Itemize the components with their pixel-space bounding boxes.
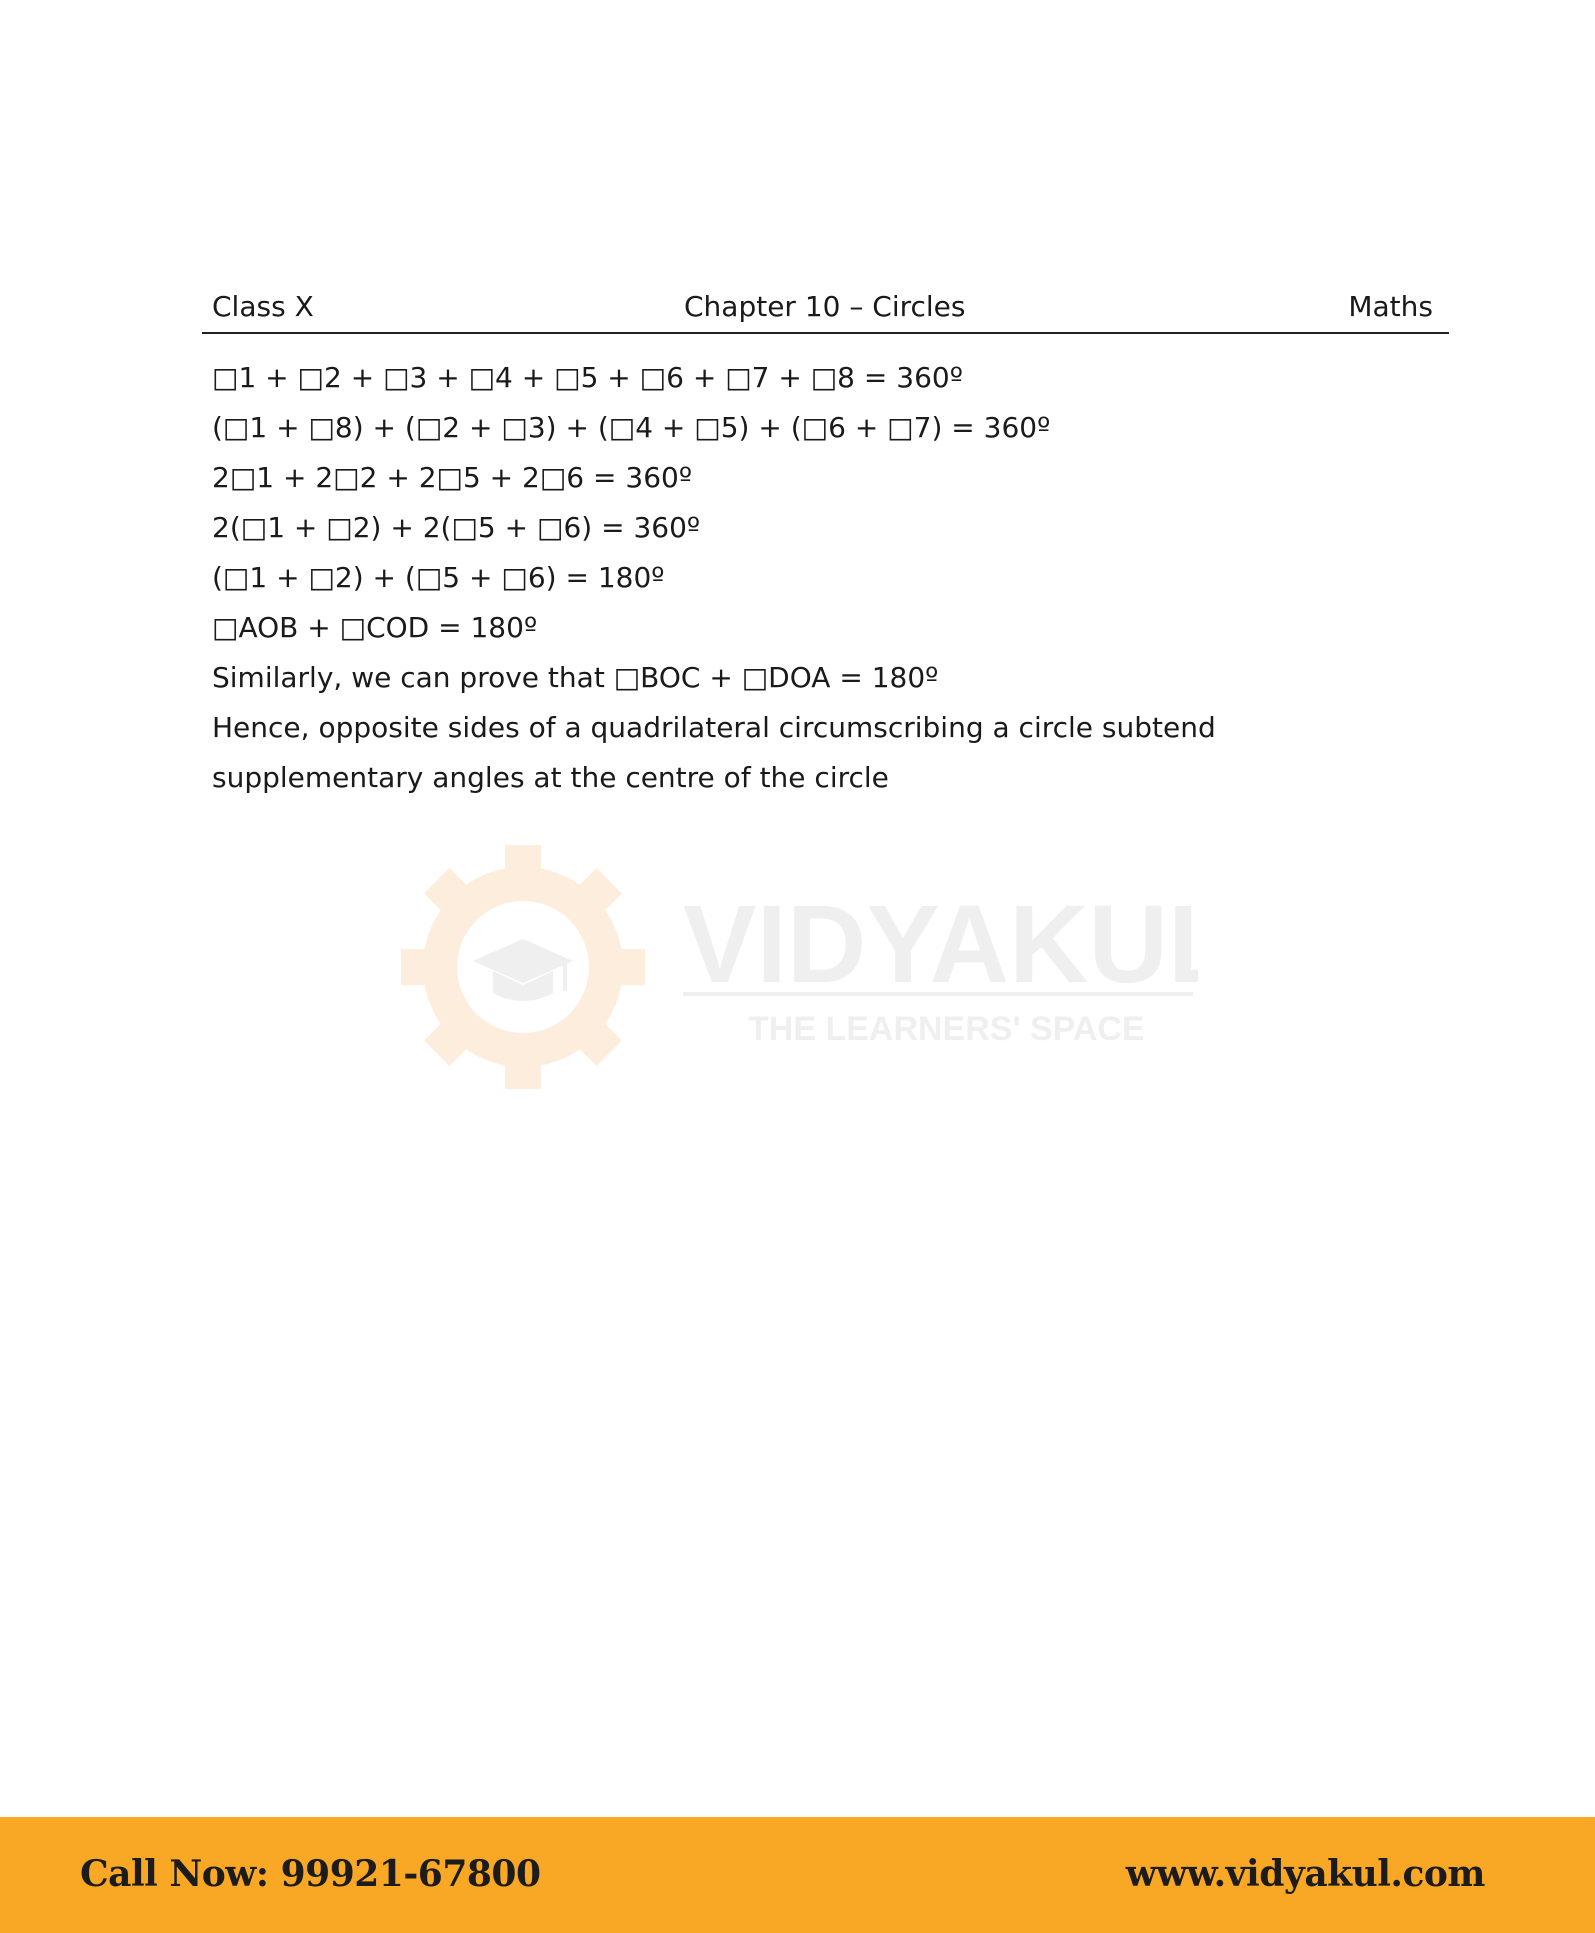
gear-icon [401, 845, 645, 1089]
text-line: supplementary angles at the centre of the circle [212, 761, 889, 794]
text-line: Similarly, we can prove that □BOC + □DOA = 180º [212, 661, 939, 694]
solution-content [212, 361, 1412, 811]
equation-line: □1 + □2 + □3 + □4 + □5 + □6 + □7 + □8 = 360º [212, 361, 963, 394]
class-label: Class X [212, 290, 314, 323]
equation-line: (□1 + □8) + (□2 + □3) + (□4 + □5) + (□6 + □7) = 360º [212, 411, 1051, 444]
footer-banner [0, 1817, 1595, 1933]
chapter-title: Chapter 10 – Circles [684, 290, 966, 323]
call-now-text: Call Now: 99921-67800 [80, 1853, 541, 1895]
text-line: Hence, opposite sides of a quadrilateral circumscribing a circle subtend [212, 711, 1216, 744]
equation-line: 2(□1 + □2) + 2(□5 + □6) = 360º [212, 511, 701, 544]
subject-label: Maths [1348, 290, 1433, 323]
equation-line: □AOB + □COD = 180º [212, 611, 538, 644]
watermark-tagline: THE LEARNERS' SPACE [748, 1010, 1145, 1048]
equation-line: (□1 + □2) + (□5 + □6) = 180º [212, 561, 665, 594]
watermark-brand: VIDYAKUL [683, 883, 1198, 1006]
website-link[interactable]: www.vidyakul.com [1125, 1853, 1485, 1895]
page-header [202, 286, 1449, 334]
vidyakul-watermark [398, 842, 1198, 1092]
equation-line: 2□1 + 2□2 + 2□5 + 2□6 = 360º [212, 461, 693, 494]
watermark-logo [398, 842, 1198, 1092]
